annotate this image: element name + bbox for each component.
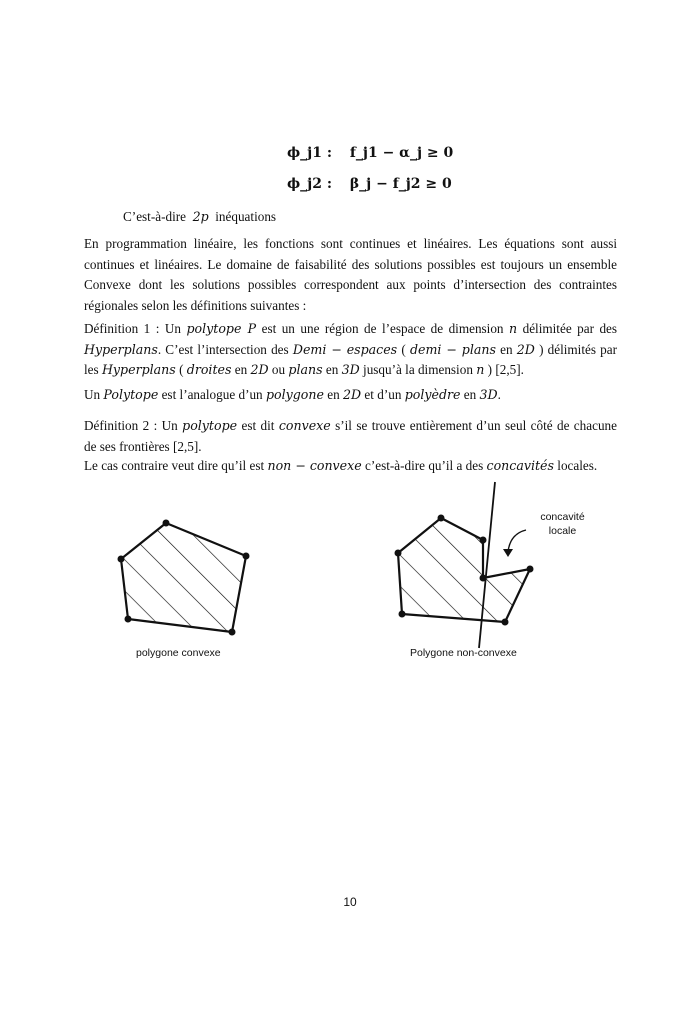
- text-line: les Hyperplans ( droites en 2D ou plans en 3D jusqu’à la dimension n ) [2,5].: [84, 362, 524, 377]
- paragraph-polytope-analogy: Un Polytope est l’analogue d’un polygone en 2D et d’un polyèdre en 3D.: [84, 387, 501, 402]
- text-line: continues et linéaires. Le domaine de faisabilité des solutions possibles est toujours un ensemble: [84, 256, 617, 272]
- caption-convex: polygone convexe: [136, 647, 221, 659]
- text-line: régionales selon les définitions suivantes :: [84, 297, 307, 313]
- text-line: Définition 2 : Un polytope est dit convexe s’il se trouve entièrement d’un seul côté de chacune: [84, 418, 618, 433]
- caption-non-convex: Polygone non-convexe: [410, 647, 517, 659]
- text-line: Définition 1 : Un polytope P est un une région de l’espace de dimension n délimitée par des: [84, 321, 618, 336]
- non-convex-polygon: [398, 518, 530, 622]
- text-line: En programmation linéaire, les fonctions sont continues et linéaires. Les équations sont aussi: [84, 236, 617, 251]
- arrow-head-icon: [503, 549, 513, 557]
- concavity-annotation: [520, 510, 605, 538]
- paragraph-non-convex: Le cas contraire veut dire qu’il est non − convexe c’est-à-dire qu’il a des concavités locales.: [84, 458, 598, 473]
- equation-label: ϕ_j1 :: [287, 145, 333, 161]
- page-number: 10: [343, 895, 357, 909]
- text-line: de ses frontières [2,5].: [84, 438, 202, 454]
- equation-expression: β_j − f_j2 ≥ 0: [349, 176, 452, 192]
- text-line: Hyperplans. C’est l’intersection des Demi − espaces ( demi − plans en 2D ) délimités par: [84, 341, 618, 357]
- equation-label: ϕ_j2 :: [287, 176, 333, 192]
- text: inéquations: [215, 209, 277, 224]
- text-line: Convexe dont les solutions possibles correspondent aux points d’intersection des contraintes: [84, 277, 617, 292]
- convex-polygon: [121, 523, 246, 632]
- annotation-line: concavité: [540, 511, 585, 523]
- math: 2p: [192, 209, 209, 224]
- equation-expression: f_j1 − α_j ≥ 0: [349, 145, 454, 161]
- annotation-line: locale: [548, 525, 577, 537]
- text: C’est-à-dire: [123, 209, 186, 224]
